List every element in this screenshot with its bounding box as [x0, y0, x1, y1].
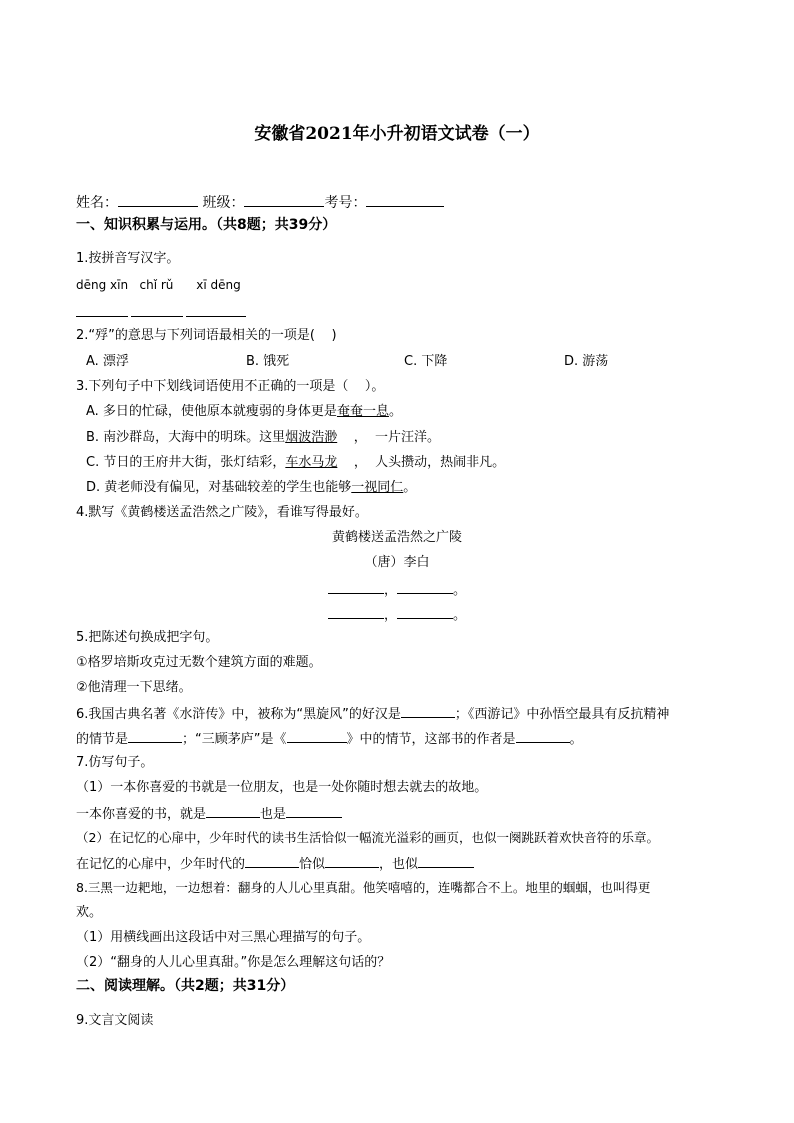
q1-answer-line-2: [131, 316, 183, 317]
q4-prompt: 4.默写《黄鹤楼送孟浩然之广陵》，看谁写得最好。: [76, 505, 368, 520]
page-title: 安徽省2021年小升初语文试卷（一）: [254, 124, 540, 144]
q6-blank: [287, 729, 347, 743]
q6-text: ；《西游记》中孙悟空最具有反抗精神: [454, 707, 670, 722]
poem-blank: [397, 605, 453, 619]
q6-line-1: [76, 704, 669, 724]
q3-a-end: 。: [388, 404, 402, 419]
q3-option-b: [86, 429, 440, 447]
q3-b-end: ， 一片汪洋。: [337, 430, 440, 445]
q7-text: 在记忆的心扉中，少年时代的: [76, 857, 246, 872]
q7-part-2: （2）在记忆的心扉中，少年时代的读书生活恰似一幅流光溢彩的画页，也似一阕跳跃着欢快音符的乐章。: [76, 830, 659, 845]
q3-prompt: 3.下列句子中下划线词语使用不正确的一项是（ ）。: [76, 379, 385, 394]
q3-d-text: D. 黄老师没有偏见，对基础较差的学生也能够: [86, 480, 352, 495]
q7-blank: [286, 804, 342, 818]
q7-prompt: 7.仿写句子。: [76, 755, 154, 770]
q7-blank: [245, 854, 299, 868]
q7-part-1: （1）一本你喜爱的书就是一位朋友，也是一处你随时想去就去的故地。: [76, 780, 488, 795]
id-label: 考号：: [324, 195, 367, 211]
student-info-row: [76, 193, 444, 212]
q6-blank: [128, 729, 182, 743]
q6-text: 的情节是: [76, 732, 129, 747]
q7-part-2-answer: [76, 854, 474, 874]
q1-answer-line-1: [76, 316, 128, 317]
class-blank: [244, 193, 324, 207]
q2-option-c: C. 下降: [404, 354, 448, 369]
q3-c-underlined: 车水马龙: [285, 455, 338, 470]
q6-text: 。: [569, 732, 583, 747]
class-label: 班级：: [202, 195, 245, 211]
q8-part-2: （2）“翻身的人儿心里真甜。”你是怎么理解这句话的？: [76, 955, 391, 970]
q5-sentence-2: ②他清理一下思绪。: [76, 680, 192, 695]
poem-author: （唐）李白: [364, 555, 430, 570]
id-blank: [366, 193, 444, 207]
q6-blank: [516, 729, 570, 743]
poem-period: 。: [453, 608, 467, 623]
q7-text: ，也似: [379, 857, 419, 872]
q2-option-b: B. 饿死: [246, 354, 290, 369]
q3-c-text: C. 节日的王府井大街，张灯结彩，: [86, 455, 286, 470]
q3-option-c: [86, 454, 505, 472]
q7-text: 也是: [260, 807, 287, 822]
q5-prompt: 5.把陈述句换成把字句。: [76, 630, 219, 645]
poem-blank: [397, 580, 453, 594]
q6-line-2: [76, 729, 583, 749]
q5-sentence-1: ①格罗培斯攻克过无数个建筑方面的难题。: [76, 655, 322, 670]
section-1-heading: 一、知识积累与运用。（共8题；共39分）: [76, 217, 337, 233]
q7-part-1-answer: [76, 804, 342, 824]
q3-b-text: B. 南沙群岛，大海中的明珠。这里: [86, 430, 286, 445]
q3-a-text: A. 多日的忙碌，使他原本就瘦弱的身体更是: [86, 404, 337, 419]
q3-option-a: [86, 403, 402, 421]
poem-blank: [328, 605, 384, 619]
section-2-heading: 二、阅读理解。（共2题；共31分）: [76, 978, 295, 994]
q2-prompt: 2.“殍”的意思与下列词语最相关的一项是( ): [76, 328, 337, 343]
q8-part-1: （1）用横线画出这段话中对三黑心理描写的句子。: [76, 930, 371, 945]
q2-option-a: A. 漂浮: [86, 354, 129, 369]
q8-line-2: 欢。: [76, 905, 103, 920]
q3-option-d: [86, 479, 416, 497]
q7-blank: [418, 854, 474, 868]
q3-a-underlined: 奄奄一息: [336, 404, 389, 419]
poem-period: 。: [453, 583, 467, 598]
q1-prompt: 1.按拼音写汉字。: [76, 251, 180, 266]
q9-prompt: 9.文言文阅读: [76, 1013, 154, 1028]
q1-answer-line-3: [186, 316, 246, 317]
poem-title: 黄鹤楼送孟浩然之广陵: [331, 530, 462, 545]
poem-line-2: [0, 605, 794, 625]
q3-b-underlined: 烟波浩渺: [285, 430, 338, 445]
q6-text: 》中的情节，这部书的作者是: [346, 732, 516, 747]
q6-text: 6.我国古典名著《水浒传》中，被称为“黑旋风”的好汉是: [76, 707, 401, 722]
q3-c-end: ， 人头攒动，热闹非凡。: [337, 455, 506, 470]
q7-blank: [206, 804, 260, 818]
poem-comma: ，: [383, 583, 397, 598]
q3-d-end: 。: [403, 480, 417, 495]
q3-d-underlined: 一视同仁: [351, 480, 404, 495]
name-blank: [118, 193, 198, 207]
q1-pinyin: dēng xīn chǐ rǔ xī dēng: [76, 278, 241, 292]
poem-blank: [328, 580, 384, 594]
q8-line-1: 8.三黑一边耙地，一边想着：翻身的人儿心里真甜。他笑嘻嘻的，连嘴都合不上。地里的蝈蝈，也叫得更: [76, 880, 651, 895]
q7-text: 恰似: [299, 857, 326, 872]
q7-blank: [325, 854, 379, 868]
name-label: 姓名：: [76, 195, 118, 211]
q6-text: ；“三顾茅庐”是《: [182, 732, 287, 747]
poem-comma: ，: [383, 608, 397, 623]
q6-blank: [401, 704, 455, 718]
q7-text: 一本你喜爱的书，就是: [76, 807, 207, 822]
poem-line-1: [0, 580, 794, 600]
q2-option-d: D. 游荡: [564, 354, 609, 369]
